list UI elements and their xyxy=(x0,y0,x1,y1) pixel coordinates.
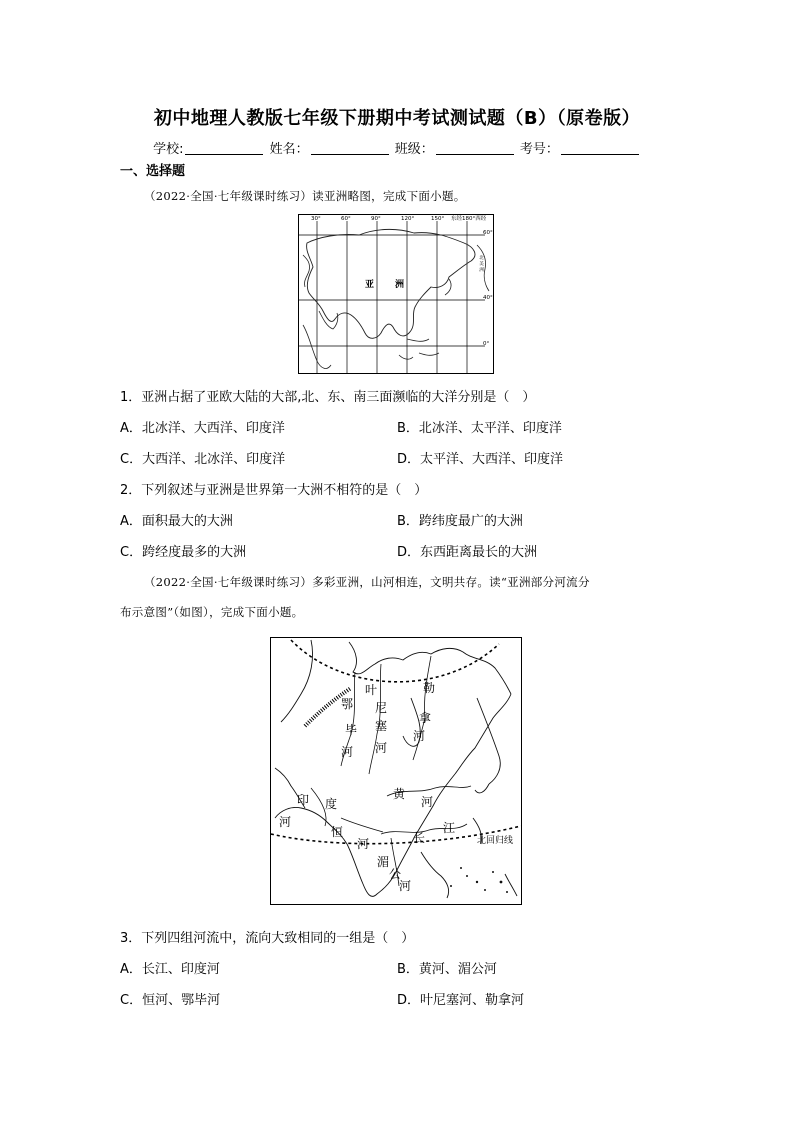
river-labels xyxy=(279,680,455,893)
lena-label: 河 xyxy=(413,729,426,743)
intro-text-1: （2022·全国·七年级课时练习）读亚洲略图，完成下面小题。 xyxy=(144,189,466,203)
tropic-label: 北回归线 xyxy=(477,836,514,846)
mekong-label: 河 xyxy=(399,879,412,893)
mekong-label: 湄 xyxy=(377,855,390,869)
q2-option-d[interactable]: D．东西距离最长的大洲 xyxy=(397,545,538,560)
asia-rivers-map xyxy=(270,637,522,905)
indus-label: 印 xyxy=(297,793,310,807)
indus-label: 度 xyxy=(325,797,338,811)
page-title: 初中地理人教版七年级下册期中考试测试题（B）（原卷版） xyxy=(153,108,641,129)
asia-outline xyxy=(307,229,475,338)
sea-islands xyxy=(399,339,439,359)
yangtze-label: 江 xyxy=(443,821,456,835)
yangtze-label: 长 xyxy=(413,831,426,845)
intro-text-2-line-1: （2022·全国·七年级课时练习）多彩亚洲，山河相连，文明共存。读“亚洲部分河流分 xyxy=(144,575,590,589)
ob-label: 鄂 xyxy=(341,697,354,711)
europe-outline xyxy=(303,255,310,287)
coastlines xyxy=(275,640,517,898)
indus-label: 河 xyxy=(279,815,292,829)
asia-sketch-map-svg xyxy=(299,215,493,373)
q1-option-a[interactable]: A．北冰洋、大西洋、印度洋 xyxy=(120,421,285,436)
yenisei-label: 河 xyxy=(375,741,388,755)
q3-option-b[interactable]: B．黄河、湄公河 xyxy=(397,962,497,977)
q1-option-d[interactable]: D．太平洋、大西洋、印度洋 xyxy=(397,452,564,467)
north-america-label: 北 美 洲 xyxy=(478,255,484,272)
q3-option-a[interactable]: A．长江、印度河 xyxy=(120,962,220,977)
arctic-circle-line xyxy=(291,640,499,682)
japan-outline xyxy=(445,279,451,295)
lena-label: 勒 xyxy=(423,681,436,695)
graticule xyxy=(299,221,485,373)
ob-label: 河 xyxy=(341,745,354,759)
lat-label: 60° xyxy=(483,230,493,236)
lon-label: 90° xyxy=(371,216,381,222)
asia-rivers-map-svg xyxy=(271,638,521,904)
longitude-labels xyxy=(311,215,487,222)
lat-label: 40° xyxy=(483,295,493,301)
school-blank[interactable] xyxy=(185,142,263,155)
lat-label: 0° xyxy=(483,341,490,347)
islands xyxy=(450,867,508,893)
lon-label: 东经180°西经 xyxy=(451,216,487,222)
number-label: 考号： xyxy=(519,142,559,157)
ob-label: 毕 xyxy=(345,723,358,737)
q2-option-a[interactable]: A．面积最大的大洲 xyxy=(120,514,233,529)
lena-label: 拿 xyxy=(419,711,432,725)
lon-label: 30° xyxy=(311,216,321,222)
question-3: 3．下列四组河流中，流向大致相同的一组是（ ） xyxy=(120,931,415,946)
yenisei-label: 叶 xyxy=(365,683,378,697)
yenisei-label: 尼 xyxy=(375,701,388,715)
class-label: 班级： xyxy=(394,142,434,157)
class-blank[interactable] xyxy=(436,142,514,155)
mekong-label: 公 xyxy=(389,867,402,881)
lon-label: 150° xyxy=(431,216,445,222)
yellow-river-label: 黄 xyxy=(393,787,406,801)
question-2: 2．下列叙述与亚洲是世界第一大洲不相符的是（ ） xyxy=(120,483,428,498)
rivers xyxy=(311,656,471,886)
yenisei-label: 塞 xyxy=(375,719,388,733)
section-heading: 一、选择题 xyxy=(120,164,186,179)
latitude-labels xyxy=(483,230,493,347)
ganges-label: 恒 xyxy=(331,825,344,839)
question-1: 1．亚洲占据了亚欧大陆的大部,北、东、南三面濒临的大洋分别是（ ） xyxy=(120,390,536,405)
school-label: 学校: xyxy=(153,142,184,157)
q3-option-c[interactable]: C．恒河、鄂毕河 xyxy=(120,993,221,1008)
lon-label: 60° xyxy=(341,216,351,222)
asia-sketch-map xyxy=(298,214,494,374)
name-blank[interactable] xyxy=(311,142,389,155)
q2-option-b[interactable]: B．跨纬度最广的大洲 xyxy=(397,514,523,529)
intro-text-2-line-2: 布示意图”（如图），完成下面小题。 xyxy=(120,605,304,619)
ganges-label: 河 xyxy=(357,837,370,851)
q1-option-b[interactable]: B．北冰洋、太平洋、印度洋 xyxy=(397,421,562,436)
name-label: 姓名： xyxy=(269,142,309,157)
q1-option-c[interactable]: C．大西洋、北冰洋、印度洋 xyxy=(120,452,286,467)
asia-label-2: 洲 xyxy=(395,280,405,290)
asia-label-1: 亚 xyxy=(365,280,375,290)
lon-label: 120° xyxy=(401,216,415,222)
q3-option-d[interactable]: D．叶尼塞河、勒拿河 xyxy=(397,993,525,1008)
number-blank[interactable] xyxy=(561,142,639,155)
student-info-line xyxy=(0,138,794,157)
q2-option-c[interactable]: C．跨经度最多的大洲 xyxy=(120,545,247,560)
yellow-river-label: 河 xyxy=(421,795,434,809)
